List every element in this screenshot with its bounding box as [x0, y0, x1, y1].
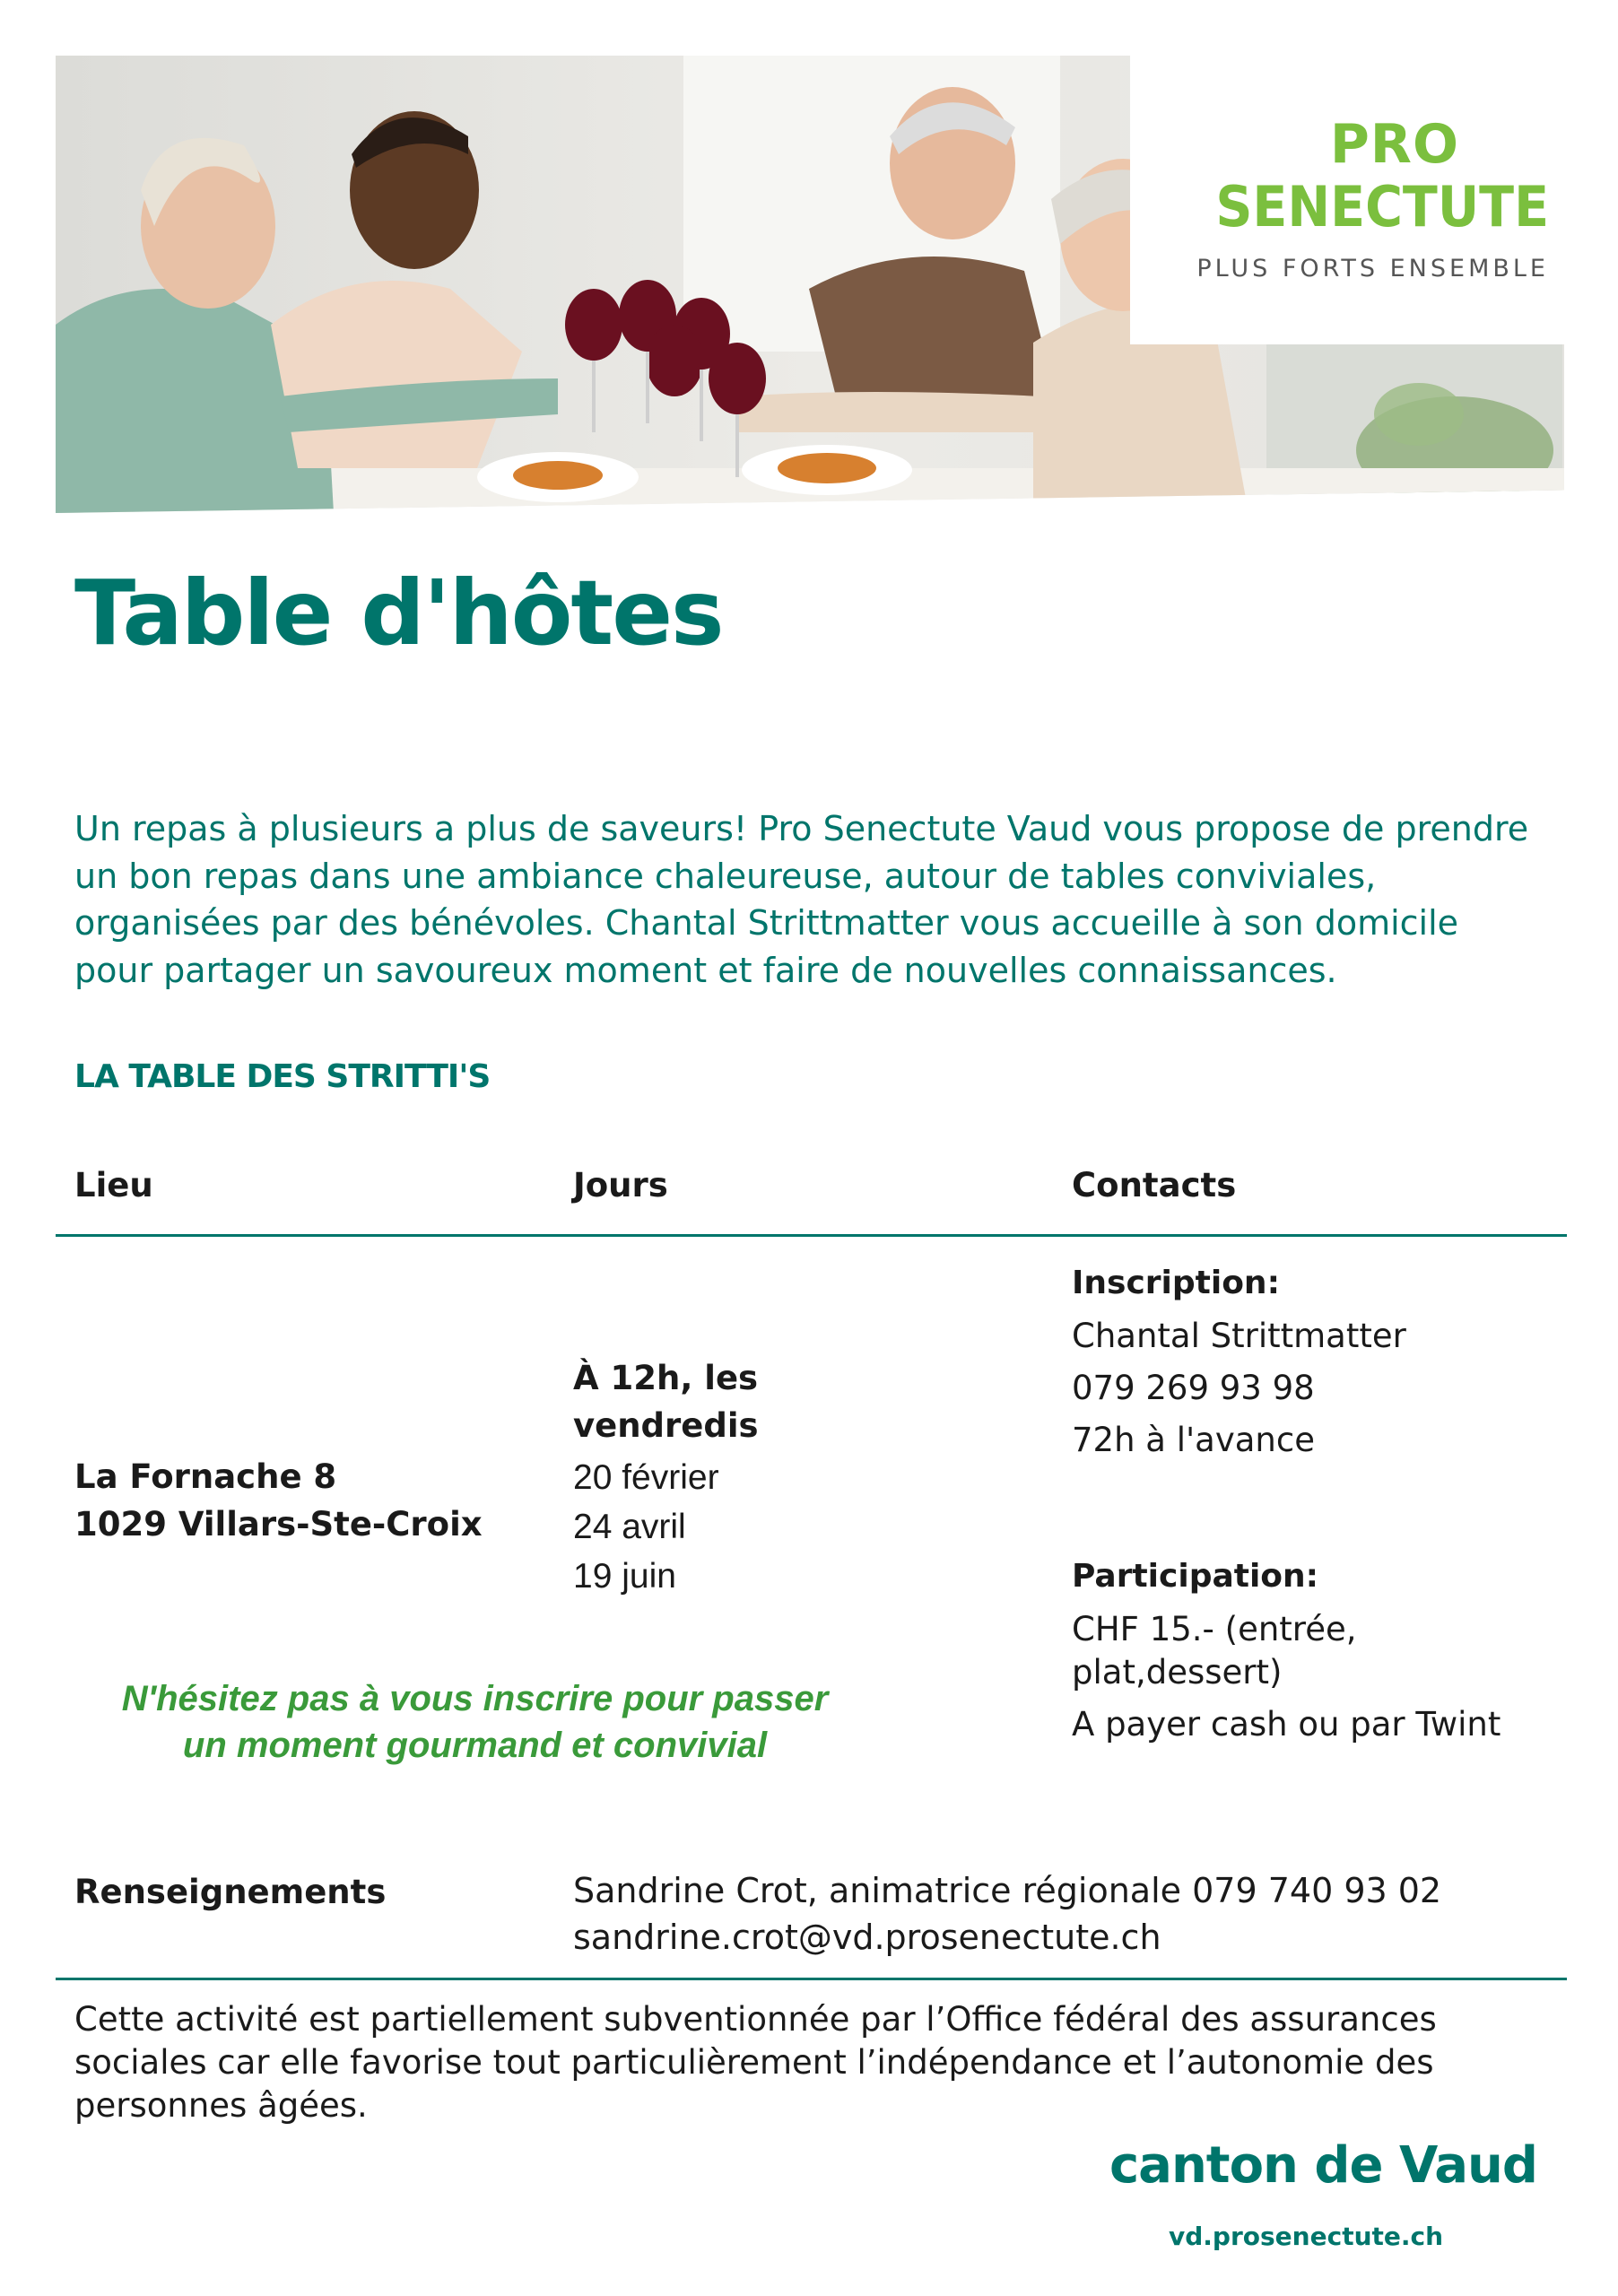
- price-line1: CHF 15.- (entrée,: [1072, 1610, 1357, 1648]
- date-item: 19 juin: [573, 1557, 676, 1596]
- date-item: 20 février: [573, 1458, 719, 1497]
- jours-heading-line2: vendredis: [573, 1406, 759, 1445]
- renseignements-email[interactable]: sandrine.crot@vd.prosenectute.ch: [573, 1918, 1161, 1957]
- pro-senectute-logo: [1130, 56, 1564, 344]
- column-header-lieu: Lieu: [74, 1166, 153, 1205]
- callout-text: [56, 1675, 894, 1769]
- footer-divider: [56, 1978, 1567, 1980]
- lieu-address-line2: 1029 Villars-Ste-Croix: [74, 1505, 483, 1544]
- logo-line-senectute: SENECTUTE: [1215, 174, 1549, 239]
- logo-line-pro: PRO: [1329, 113, 1459, 176]
- renseignements-contact: Sandrine Crot, animatrice régionale 079 740 93 02: [573, 1871, 1442, 1910]
- header-divider: [56, 1234, 1567, 1237]
- website-link[interactable]: vd.prosenectute.ch: [1169, 2222, 1444, 2251]
- section-subtitle: LA TABLE DES STRITTI'S: [74, 1058, 491, 1095]
- contact-phone[interactable]: 079 269 93 98: [1072, 1369, 1315, 1407]
- participation-label: Participation:: [1072, 1558, 1319, 1595]
- column-header-jours: Jours: [573, 1166, 668, 1205]
- canton-label: canton de Vaud: [1109, 2136, 1537, 2195]
- payment-note: A payer cash ou par Twint: [1072, 1705, 1501, 1744]
- page-title: Table d'hôtes: [74, 561, 723, 665]
- price-line2: plat,dessert): [1072, 1653, 1283, 1692]
- jours-heading-line1: À 12h, les: [573, 1359, 759, 1397]
- intro-paragraph: Un repas à plusieurs a plus de saveurs! Pro Senectute Vaud vous propose de prendre un bon repas dans une ambiance chaleureuse, autour de tables conviviales, organisées par des bénévoles. Chantal Strittmatter vous accueille à son domicile pour partager un savoureux moment et faire de nouvelles connaissances.: [74, 809, 1529, 990]
- callout-line2: un moment gourmand et convivial: [182, 1726, 768, 1765]
- contact-name: Chantal Strittmatter: [1072, 1317, 1406, 1355]
- logo-tagline: PLUS FORTS ENSEMBLE: [1196, 255, 1549, 283]
- column-header-contacts: Contacts: [1072, 1166, 1237, 1205]
- subsidy-note: Cette activité est partiellement subventionnée par l’Office fédéral des assurances sociales car elle favorise tout particulièrement l’indépendance et l’autonomie des personnes âgées.: [74, 2000, 1437, 2125]
- callout-line1: N'hésitez pas à vous inscrire pour passer: [121, 1679, 829, 1718]
- contact-advance-note: 72h à l'avance: [1072, 1421, 1315, 1459]
- renseignements-label: Renseignements: [74, 1873, 387, 1911]
- lieu-address-line1: La Fornache 8: [74, 1457, 337, 1496]
- date-item: 24 avril: [573, 1508, 686, 1546]
- inscription-label: Inscription:: [1072, 1265, 1280, 1301]
